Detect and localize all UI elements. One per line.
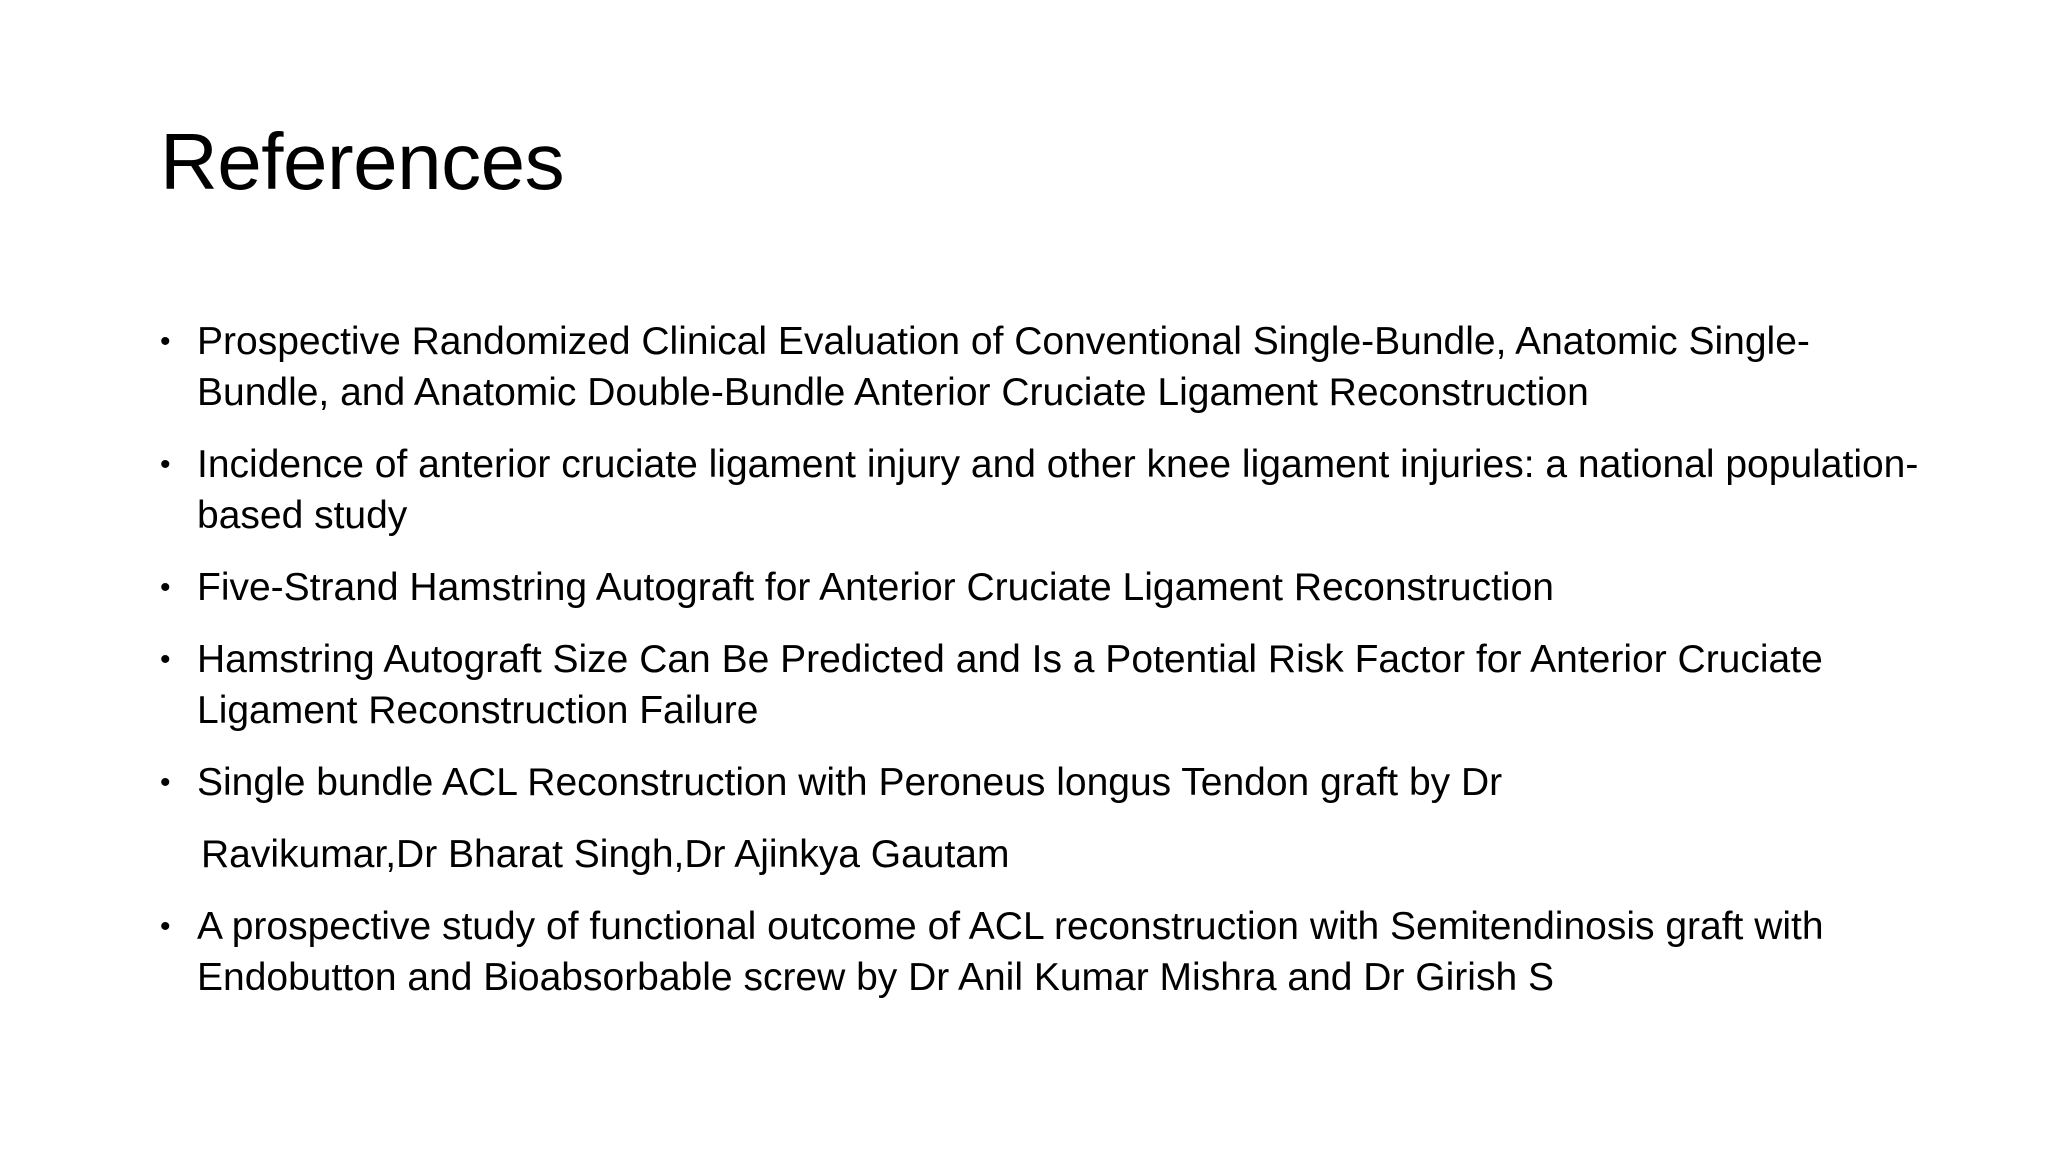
- reference-text: Five-Strand Hamstring Autograft for Anterior Cruciate Ligament Reconstruction: [197, 566, 1554, 609]
- reference-text: Hamstring Autograft Size Can Be Predicted and Is a Potential Risk Factor for Anterior Cruciate Ligament Reconstruction Failure: [197, 638, 1823, 732]
- reference-item-5: [160, 757, 1940, 880]
- bullet-icon: •: [160, 571, 171, 604]
- reference-item-4: [160, 634, 1940, 736]
- bullet-icon: •: [160, 643, 171, 676]
- reference-text: A prospective study of functional outcome of ACL reconstruction with Semitendinosis graft with Endobutton and Bioabsorbable screw by Dr Anil Kumar Mishra and Dr Girish S: [197, 905, 1824, 999]
- reference-text: Prospective Randomized Clinical Evaluation of Conventional Single-Bundle, Anatomic Single-Bundle, and Anatomic Double-Bundle Anterior Cruciate Ligament Reconstruction: [197, 320, 1810, 414]
- slide-title: References: [160, 117, 565, 206]
- reference-item-6: [160, 901, 1940, 1003]
- bullet-icon: •: [160, 766, 171, 799]
- reference-item-3: [160, 562, 1940, 613]
- bullet-icon: •: [160, 325, 171, 358]
- reference-text: Incidence of anterior cruciate ligament injury and other knee ligament injuries: a national population-based study: [197, 443, 1919, 537]
- bullet-icon: •: [160, 448, 171, 481]
- references-list: [160, 316, 1940, 1024]
- bullet-icon: •: [160, 910, 171, 943]
- reference-text: Single bundle ACL Reconstruction with Peroneus longus Tendon graft by Dr: [197, 761, 1503, 804]
- reference-item-2: [160, 439, 1940, 541]
- reference-item-1: [160, 316, 1940, 418]
- reference-continuation: Ravikumar,Dr Bharat Singh,Dr Ajinkya Gautam: [201, 833, 1010, 876]
